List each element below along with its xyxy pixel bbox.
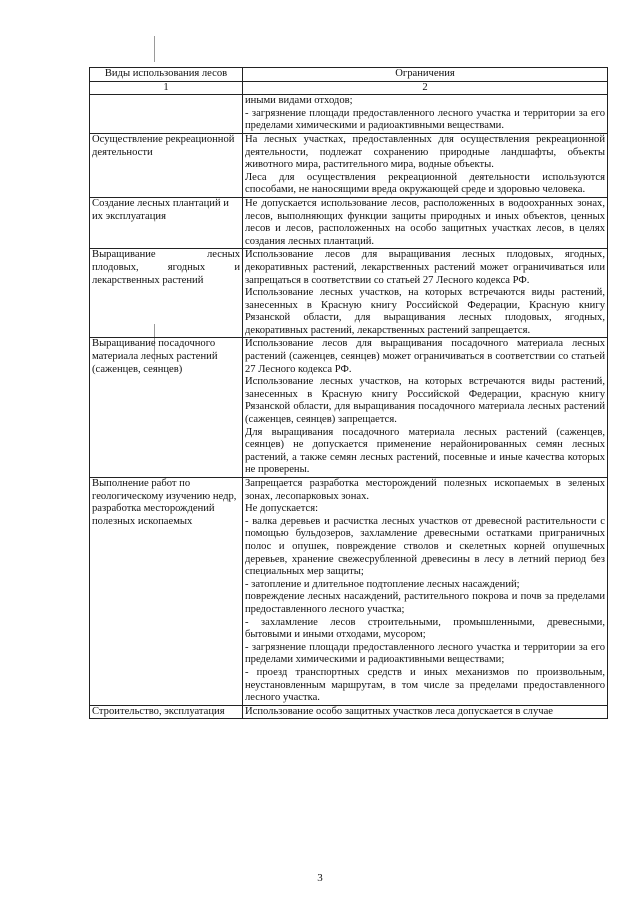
restriction-paragraph: - затопление и длительное подтопление лесных насаждений; xyxy=(245,578,520,590)
forest-use-type-cell: Выполнение работ по геологическому изучению недр, разработка месторождений полезных ископаемых xyxy=(90,478,243,706)
restriction-paragraph: Использование лесных участков, на которых встречаются виды растений, занесенных в Красную книгу Российской Федерации, красную книгу Рязанской области, для выращивания посадочного материала лесных растений (саженцев, сеянцев) запрещается. xyxy=(245,376,605,426)
column-number-1: 1 xyxy=(90,81,243,95)
restriction-paragraph: На лесных участках, предоставленных для осуществления рекреационной деятельности, подлежат сохранению природные ландшафты, объекты животного мира, растительного мира, водные объекты. xyxy=(245,133,605,171)
scan-mark-top xyxy=(154,36,155,62)
forest-use-type-cell: Строительство, эксплуатация xyxy=(90,705,243,719)
forest-use-type-cell: Создание лесных плантаций и их эксплуатация xyxy=(90,197,243,248)
restriction-paragraph: Запрещается разработка месторождений полезных ископаемых в зеленых зонах, лесопарковых зонах. xyxy=(245,478,605,502)
restriction-paragraph: Использование лесов для выращивания лесных плодовых, ягодных, декоративных растений, лекарственных растений может ограничиваться или запрещаться в соответствии со статьей 27 Лесного кодекса РФ. xyxy=(245,249,605,286)
restriction-paragraph: иными видами отходов; xyxy=(245,95,353,107)
restrictions-cell xyxy=(243,133,608,197)
forest-use-type-cell xyxy=(90,95,243,134)
restriction-paragraph: - проезд транспортных средств и иных механизмов по произвольным, неустановленным маршрутам, в том числе за пределами предоставленного лесного участка. xyxy=(245,666,605,704)
restriction-paragraph: повреждение лесных насаждений, растительного покрова и почв за пределами предоставленного лесного участка; xyxy=(245,591,605,615)
forest-use-restrictions-table xyxy=(89,67,608,719)
table-row xyxy=(90,133,608,197)
restriction-paragraph: Не допускается: xyxy=(245,503,319,515)
restriction-paragraph: Не допускается использование лесов, расположенных в водоохранных зонах, лесов, выполняющих функции защиты природных и иных объектов, ценных лесов и лесов, расположенных на особо защитных участках лесов, в целях создания лесных плантаций. xyxy=(245,197,605,247)
column-number-2: 2 xyxy=(243,81,608,95)
restriction-paragraph: - загрязнение площади предоставленного лесного участка и территории за его пределами химическими и радиоактивными веществами. xyxy=(245,107,605,132)
restriction-paragraph: Для выращивания посадочного материала лесных растений (саженцев, сеянцев) не допускается применение нерайонированных семян лесных растений, а также семян лесных растений, посевные и иные качества которых не проверены. xyxy=(245,426,605,476)
restriction-paragraph: Использование лесов для выращивания посадочного материала лесных растений (саженцев, сеянцев) может ограничиваться в соответствии со статьей 27 Лесного кодекса РФ. xyxy=(245,338,605,375)
forest-use-type-cell: Выращивание посадочного материала лесных растений (саженцев, сеянцев) xyxy=(90,338,243,478)
column-header-forest-use-types: Виды использования лесов xyxy=(90,68,243,82)
restrictions-cell xyxy=(243,478,608,706)
page-number: 3 xyxy=(317,872,323,884)
forest-use-type-cell: Выращивание лесных плодовых, ягодных и лекарственных растений xyxy=(90,249,243,338)
table-row xyxy=(90,338,608,478)
forest-use-type-cell: Осуществление рекреационной деятельности xyxy=(90,133,243,197)
restriction-paragraph: Леса для осуществления рекреационной деятельности используются способами, не наносящими вреда окружающей среде и здоровью человека. xyxy=(245,171,605,196)
table-header-row xyxy=(90,68,608,82)
restriction-paragraph: Использование особо защитных участков леса допускается в случае xyxy=(245,705,553,717)
table-row xyxy=(90,478,608,706)
table-row xyxy=(90,249,608,338)
restriction-paragraph: - валка деревьев и расчистка лесных участков от древесной растительности с помощью бульдозеров, захламление древесными остатками приграничных полос и опушек, повреждение стволов и скелетных корней опушечных деревьев, хранение свежесрубленной древесины в лесу в летний период без специальных мер защиты; xyxy=(245,515,605,578)
restriction-paragraph: Использование лесных участков, на которых встречаются виды растений, занесенных в Красную книгу Российской Федерации, Красную книгу Рязанской области, для выращивания лесных плодовых, ягодных, декоративных растений, лекарственных растений запрещается. xyxy=(245,287,605,336)
table-row xyxy=(90,95,608,134)
restrictions-cell xyxy=(243,705,608,719)
restrictions-cell xyxy=(243,197,608,248)
table-row xyxy=(90,705,608,719)
restrictions-cell xyxy=(243,95,608,134)
restrictions-cell xyxy=(243,338,608,478)
column-header-restrictions: Ограничения xyxy=(243,68,608,82)
column-number-row xyxy=(90,81,608,95)
restriction-paragraph: - захламление лесов строительными, промышленными, древесными, бытовыми и иными отходами, мусором; xyxy=(245,616,605,641)
table-row xyxy=(90,197,608,248)
restriction-paragraph: - загрязнение площади предоставленного лесного участка и территории за его пределами химическими и радиоактивными веществами; xyxy=(245,641,605,666)
restrictions-cell xyxy=(243,249,608,338)
